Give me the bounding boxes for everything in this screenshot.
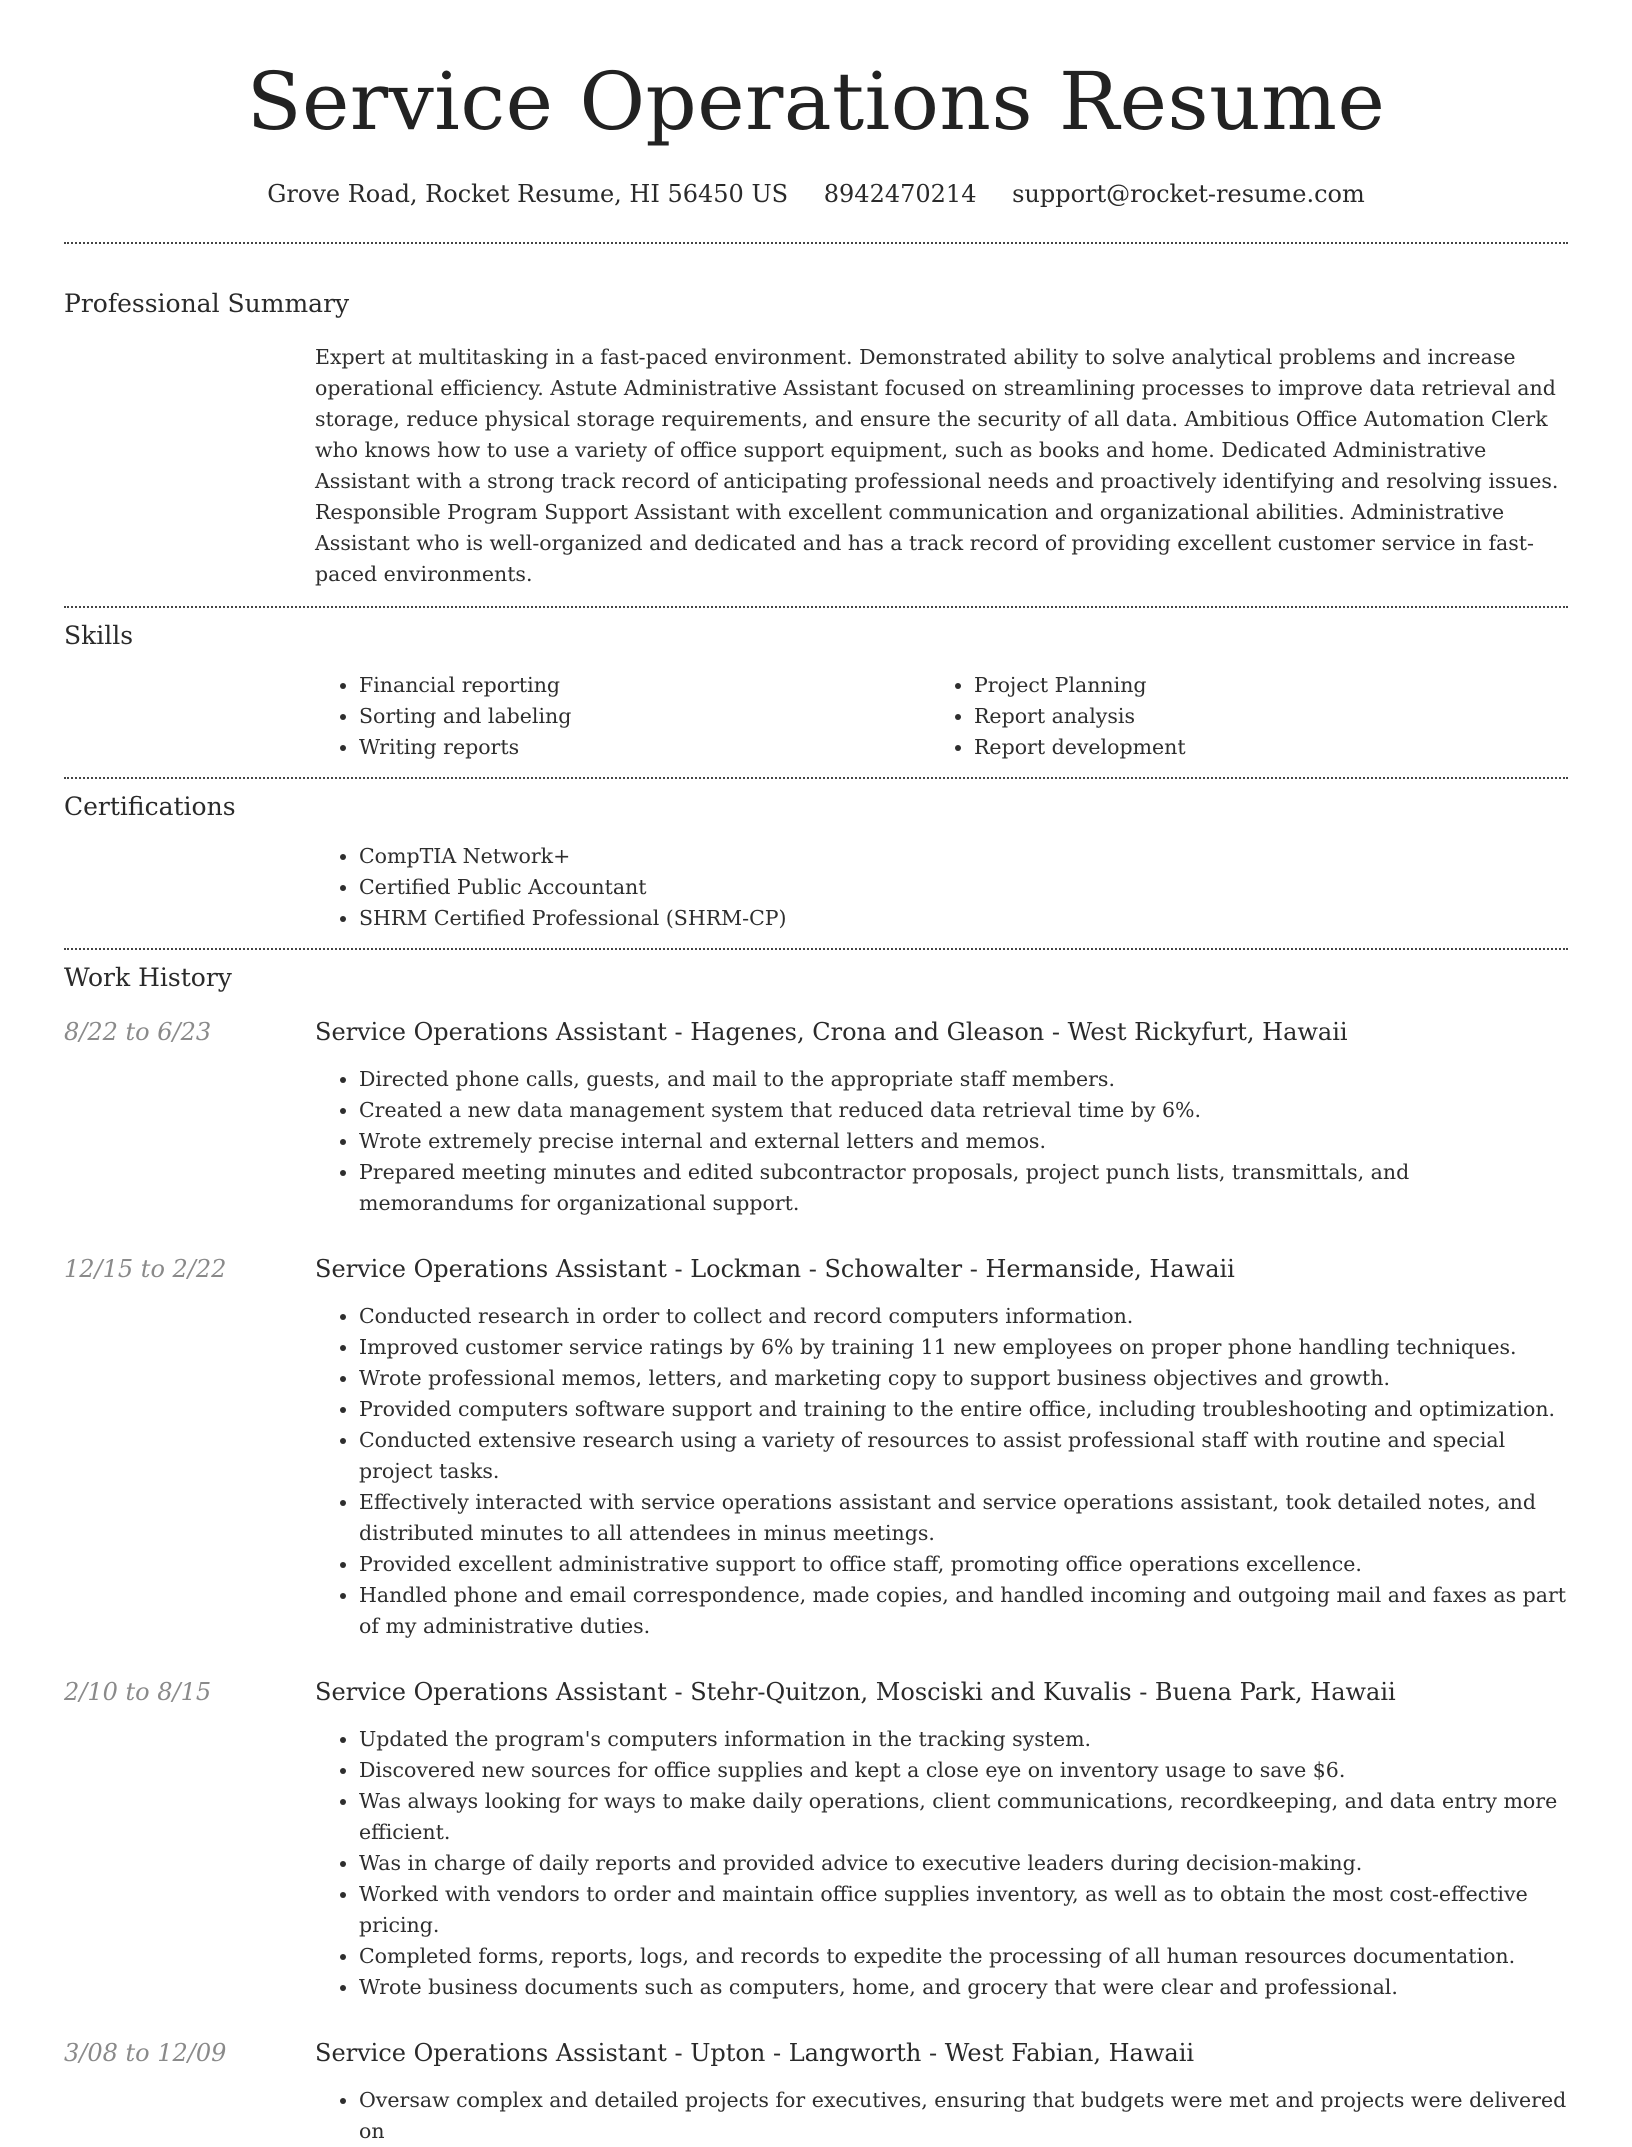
skill-item: • Sorting and labeling [359, 701, 930, 732]
summary-section [64, 244, 1568, 590]
job-bullet: • Was in charge of daily reports and provided advice to executive leaders during decision-making. [359, 1848, 1568, 1879]
job-bullet: • Handled phone and email correspondence, made copies, and handled incoming and outgoing mail and faxes as part of my administrative duties. [359, 1580, 1568, 1642]
job-bullets [315, 1064, 1568, 1219]
job-bullet: • Conducted extensive research using a variety of resources to assist professional staff with routine and special project tasks. [359, 1425, 1568, 1487]
job-title: Service Operations Assistant - Lockman - Schowalter - Hermanside, Hawaii [315, 1255, 1235, 1283]
job-dates: 3/08 to 12/09 [64, 2039, 227, 2067]
job-dates: 8/22 to 6/23 [64, 1018, 212, 1046]
job-entry [64, 1676, 1568, 2003]
job-entry [64, 1016, 1568, 1219]
job-bullet: • Wrote business documents such as computers, home, and grocery that were clear and professional. [359, 1972, 1568, 2003]
job-bullet: • Wrote professional memos, letters, and marketing copy to support business objectives and growth. [359, 1363, 1568, 1394]
skill-item: • Report development [974, 732, 1568, 763]
skills-grid [315, 670, 1568, 763]
job-bullet: • Discovered new sources for office supplies and kept a close eye on inventory usage to save $6. [359, 1755, 1568, 1786]
job-bullet: • Was always looking for ways to make daily operations, client communications, recordkeeping, and data entry more efficient. [359, 1786, 1568, 1848]
job-bullet: • Conducted research in order to collect and record computers information. [359, 1301, 1568, 1332]
job-bullet: • Created a new data management system that reduced data retrieval time by 6%. [359, 1095, 1568, 1126]
job-entry [64, 2037, 1568, 2147]
skill-item: • Writing reports [359, 732, 930, 763]
summary-heading: Professional Summary [64, 289, 350, 318]
job-dates: 12/15 to 2/22 [64, 1255, 227, 1283]
job-bullet: • Worked with vendors to order and maintain office supplies inventory, as well as to obtain the most cost-effective pricing. [359, 1879, 1568, 1941]
job-bullet: • Improved customer service ratings by 6% by training 11 new employees on proper phone handling techniques. [359, 1332, 1568, 1363]
job-bullets [315, 1301, 1568, 1642]
certifications-section [64, 779, 1568, 948]
job-bullet: • Effectively interacted with service operations assistant and service operations assistant, took detailed notes, and distributed minutes to all attendees in minus meetings. [359, 1487, 1568, 1549]
resume-title: Service Operations Resume [246, 55, 1386, 148]
skill-item: • Project Planning [974, 670, 1568, 701]
job-entry [64, 1253, 1568, 1642]
certification-item: • CompTIA Network+ [359, 841, 1568, 872]
summary-text: Expert at multitasking in a fast-paced environment. Demonstrated ability to solve analytical problems and increase operational efficiency. Astute Administrative Assistant focused on streamlining processes to improve data retrieval and storage, reduce physical storage requirements, and ensure the security of all data. Ambitious Office Automation Clerk who knows how to use a variety of office support equipment, such as books and home. Dedicated Administrative Assistant with a strong track record of anticipating professional needs and proactively identifying and resolving issues. Responsible Program Support Assistant with excellent communication and organizational abilities. Administrative Assistant who is well-organized and dedicated and has a track record of providing excellent customer service in fast-paced environments. [315, 345, 1559, 586]
job-bullets [315, 2085, 1568, 2147]
certification-item: • SHRM Certified Professional (SHRM-CP) [359, 903, 1568, 934]
contact-line [64, 178, 1568, 210]
work-history-section [64, 950, 1568, 2147]
skills-heading: Skills [64, 621, 134, 650]
job-bullet: • Updated the program's computers information in the tracking system. [359, 1724, 1568, 1755]
skills-section [64, 608, 1568, 777]
skills-list-right [930, 670, 1568, 763]
contact-address: Grove Road, Rocket Resume, HI 56450 US [267, 180, 789, 208]
job-bullet: • Oversaw complex and detailed projects for executives, ensuring that budgets were met and projects were delivered on [359, 2085, 1568, 2147]
skill-item: • Financial reporting [359, 670, 930, 701]
certifications-heading: Certifications [64, 792, 236, 821]
job-title: Service Operations Assistant - Stehr-Quitzon, Mosciski and Kuvalis - Buena Park, Hawaii [315, 1678, 1396, 1706]
job-bullet: • Wrote extremely precise internal and external letters and memos. [359, 1126, 1568, 1157]
resume-header [64, 0, 1568, 210]
skill-item: • Report analysis [974, 701, 1568, 732]
certifications-list-wrap [315, 841, 1568, 934]
work-history-heading: Work History [64, 963, 232, 992]
job-bullet: • Directed phone calls, guests, and mail to the appropriate staff members. [359, 1064, 1568, 1095]
skills-list-left [315, 670, 930, 763]
contact-email: support@rocket-resume.com [1012, 180, 1365, 208]
job-bullet: • Provided excellent administrative support to office staff, promoting office operations excellence. [359, 1549, 1568, 1580]
job-bullet: • Completed forms, reports, logs, and records to expedite the processing of all human resources documentation. [359, 1941, 1568, 1972]
job-bullets [315, 1724, 1568, 2003]
job-bullet: • Prepared meeting minutes and edited subcontractor proposals, project punch lists, transmittals, and memorandums for organizational support. [359, 1157, 1568, 1219]
job-title: Service Operations Assistant - Hagenes, Crona and Gleason - West Rickyfurt, Hawaii [315, 1018, 1348, 1046]
certifications-list [315, 841, 1568, 934]
job-title: Service Operations Assistant - Upton - Langworth - West Fabian, Hawaii [315, 2039, 1195, 2067]
job-dates: 2/10 to 8/15 [64, 1678, 212, 1706]
job-bullet: • Provided computers software support and training to the entire office, including troubleshooting and optimization. [359, 1394, 1568, 1425]
contact-phone: 8942470214 [823, 180, 977, 208]
certification-item: • Certified Public Accountant [359, 872, 1568, 903]
